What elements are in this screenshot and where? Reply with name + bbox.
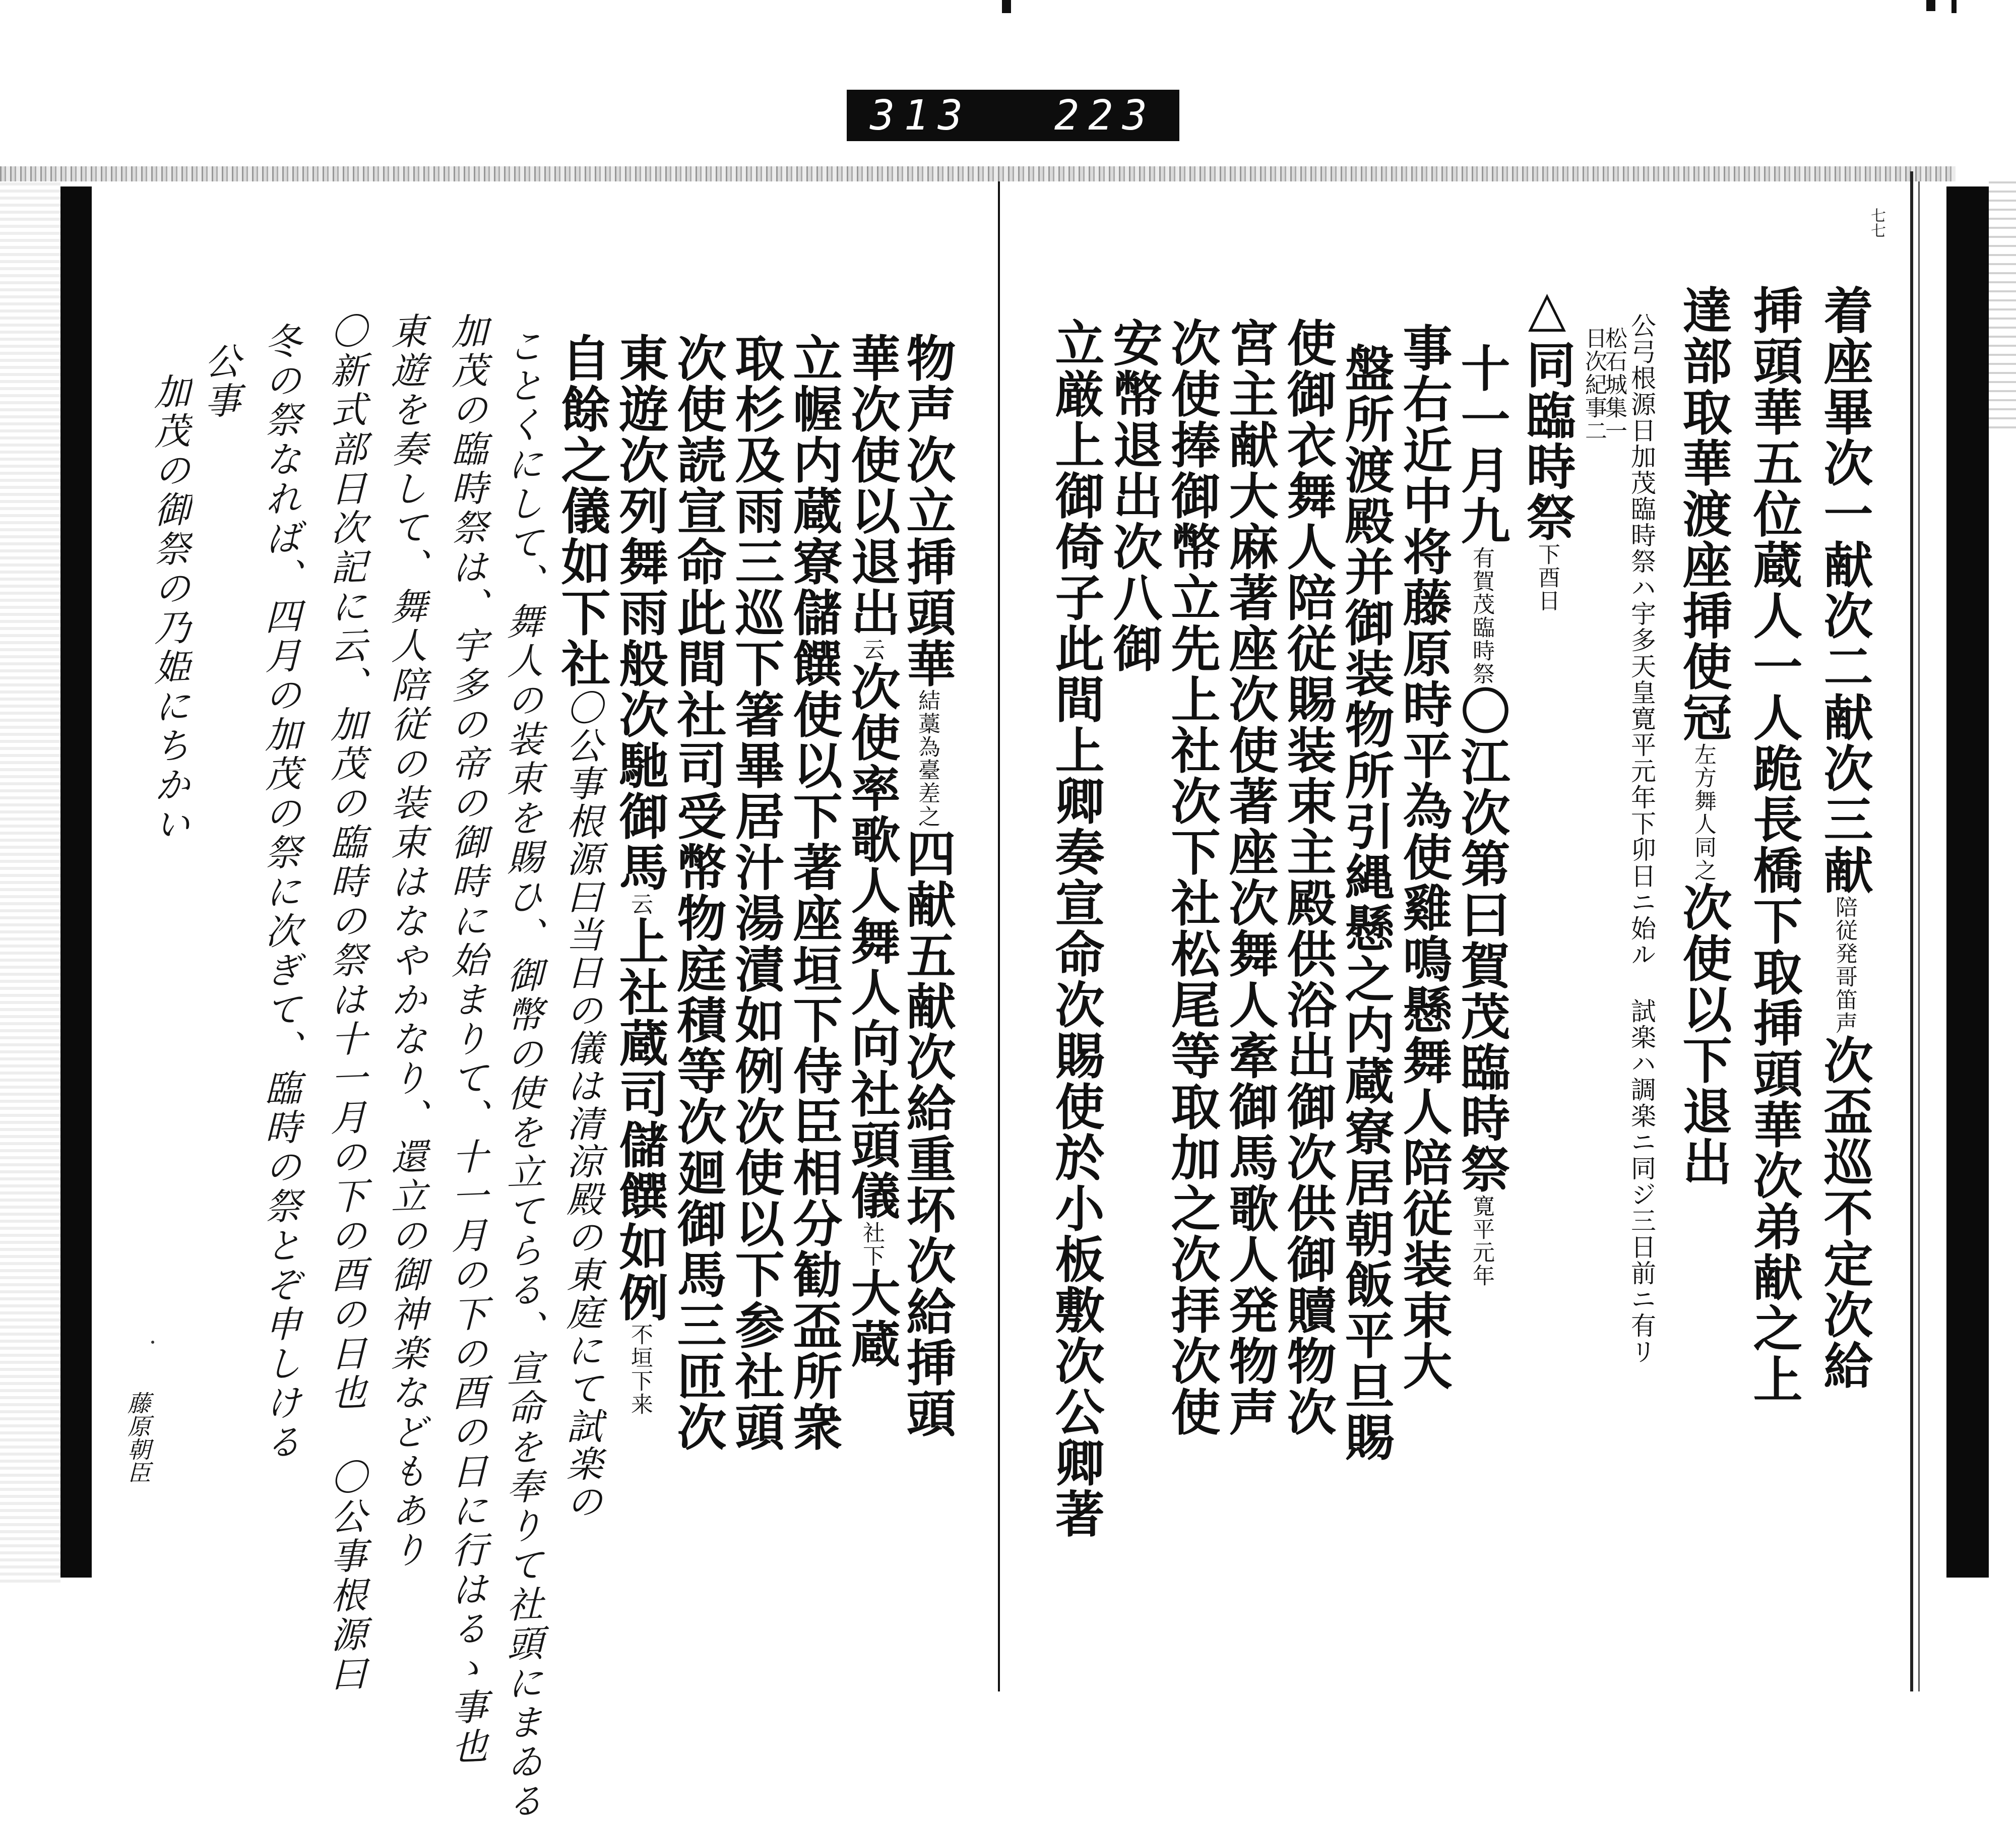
text-column: 次使捧御幣立先上社次下社松尾等取加之次拝次使 <box>1163 318 1221 1437</box>
text-column: 次使読宣命此間社司受幣物庭積等次廻御馬三匝次 <box>669 333 727 1453</box>
section-heading: △同臨時祭下酉日 <box>1518 280 1576 612</box>
cursive-column: 冬の祭なれば、四月の加茂の祭に次ぎて、臨時の祭とぞ申しける <box>259 322 301 1464</box>
page-number-label <box>847 90 1179 141</box>
top-fragment-mark <box>1926 0 1935 11</box>
text-column: 着座畢次一献次二献次三献陪従発哥笛声次盃巡不定次給 <box>1815 285 1873 1391</box>
center-gutter <box>998 181 1000 1691</box>
text-column: 立厳上御倚子此間上卿奏宣命次賜使於小板敷次公卿著 <box>1047 318 1105 1539</box>
cursive-column: 公事 <box>199 342 241 422</box>
text-column: 立幄内蔵寮儲饌使以下著座垣下侍臣相分勧盃所衆 <box>785 333 843 1453</box>
book-top-edge <box>0 166 1956 181</box>
text-column: 東遊次列舞雨般次馳御馬云上社蔵司儲饌如例不垣下来 <box>611 333 669 1416</box>
right-page-edge-inner <box>1918 181 1920 1691</box>
right-page-stack <box>1989 181 2016 433</box>
text-column: 取杉及雨三巡下箸畢居汁湯漬如例次使以下参社頭 <box>727 333 785 1453</box>
text-column: 使御衣舞人陪従賜装束主殿供浴出御次供御贖物次 <box>1279 318 1337 1437</box>
text-column: 盤所渡殿并御装物所引縄懸之内蔵寮居朝飯平旦賜 <box>1337 343 1395 1463</box>
ink-speck <box>151 1341 154 1344</box>
right-page-edge <box>1910 171 1913 1691</box>
top-fragment-mark <box>1951 0 1957 13</box>
text-column: 達部取華渡座挿使冠左方舞人同之次使以下退出 <box>1674 285 1732 1187</box>
left-page-edge <box>0 181 60 1583</box>
cursive-column: 加茂の臨時祭は、宇多の帝の御時に始まりて、十一月の下の酉の日に行はるゝ事也 <box>446 311 488 1768</box>
text-column-note: 公弓根源日加茂臨時祭ハ宇多天皇寛平元年下卯日ニ始ル 試楽ハ調楽ニ同ジ三日前ニ有リ <box>1627 312 1656 1365</box>
text-column: 華次使以退出云次使率歌人舞人向社頭儀社下大蔵 <box>843 333 901 1369</box>
cursive-column: 加茂の御祭の乃姫にちかい <box>148 372 191 846</box>
text-column-note: 日次紀事二 <box>1581 327 1607 443</box>
label-right-number: 223 <box>1054 91 1156 140</box>
text-column: 事右近中将藤原時平為使雞鳴懸舞人陪従装束大 <box>1395 323 1453 1392</box>
label-left-number: 313 <box>870 91 972 140</box>
text-column: 十一月九有賀茂臨時祭〇江次第曰賀茂臨時祭寛平元年 <box>1453 343 1510 1287</box>
text-column: 宮主献大麻著座次使著座次舞人牽御馬歌人発物声 <box>1221 318 1279 1437</box>
top-fragment-mark <box>1002 0 1011 13</box>
cursive-column: ことくにして、舞人の装束を賜ひ、御幣の使を立てらる、宣命を奉りて社頭にまゐる <box>501 327 543 1822</box>
signature: 藤原朝臣 <box>124 1391 151 1484</box>
text-column: 挿頭華五位蔵人一人跪長橋下取挿頭華次弟献之上 <box>1745 285 1803 1405</box>
text-column: 物声次立挿頭華結藁為臺差之四献五献次給重坏次給挿頭 <box>898 333 956 1439</box>
text-column: 安幣退出次八御 <box>1105 318 1163 674</box>
right-binding-shadow <box>1946 186 1989 1578</box>
left-binding-shadow <box>60 186 92 1578</box>
cursive-column: 東遊を奏して、舞人陪従の装束はなやかなり、還立の御神楽などもあり <box>385 311 427 1572</box>
text-column: 自餘之儀如下社〇公事根源曰当日の儀は清涼殿の東庭にて試楽の <box>553 333 611 1521</box>
cursive-column: 〇新式部日次記に云、加茂の臨時の祭は十一月の下の酉の日也 〇公事根源曰 <box>325 311 367 1695</box>
folio-number: 七七 <box>1868 208 1885 238</box>
text-column-note: 松石城集一 <box>1601 327 1627 443</box>
